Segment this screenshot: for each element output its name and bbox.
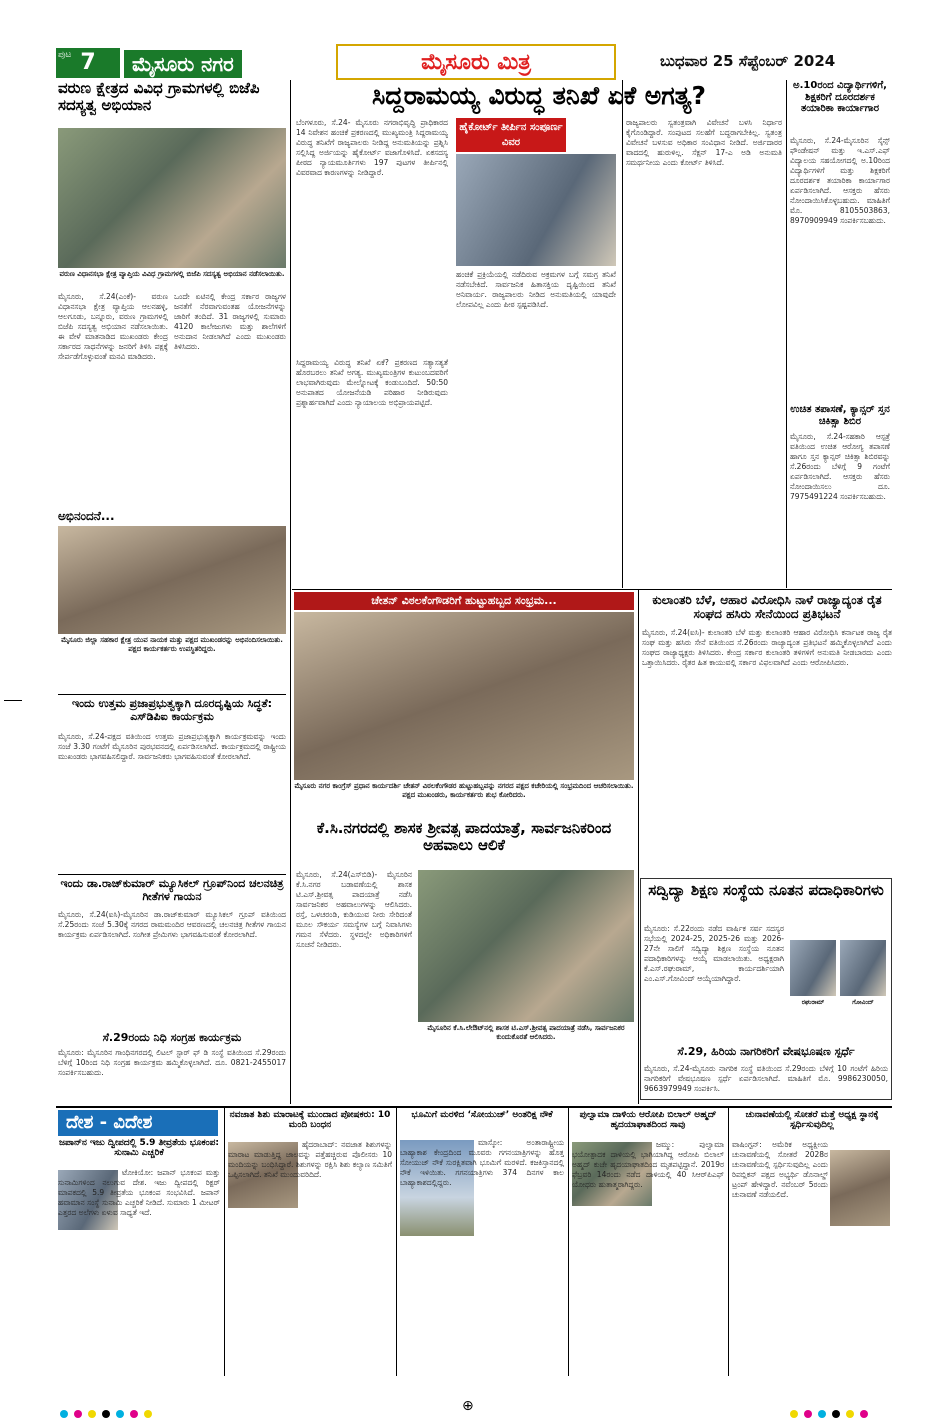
center-col-3: ರಾಜ್ಯಪಾಲರು ಸ್ವತಂತ್ರವಾಗಿ ವಿವೇಚನೆ ಬಳಸಿ ನಿರ್ಧಾರ ಕೈಗೊಂಡಿದ್ದಾರೆ. ಸಂಪುಟದ ಸಲಹೆಗೆ ಬದ್ಧರಾಗಬೇಕಿಲ್ಲ. ಸ್ವತಂತ್ರ ವಿವೇಚನೆ ಬಳಸುವ ಅಧಿಕಾರ ಸಂವಿಧಾನ ನೀಡಿದೆ. ಅರ್ಜಿದಾರರ ವಾದದಲ್ಲಿ ಹುರುಳಿಲ್ಲ. ಸೆಕ್ಷನ್ 17-ಎ ಅಡಿ ಅನುಮತಿ ಸಮರ್ಥನೀಯ ಎಂದು ಕೋರ್ಟ್ ತಿಳಿಸಿದೆ.: [626, 118, 782, 167]
column-rule: [786, 80, 787, 588]
padayatre-headline: ಕೆ.ಸಿ.ನಗರದಲ್ಲಿ ಶಾಸಕ ಶ್ರೀವತ್ಸ ಪಾದಯಾತ್ರೆ, ಸಾರ್ವಜನಿಕರಿಂದ ಅಹವಾಲು ಆಲಿಕೆ: [316, 819, 612, 855]
column-rule: [396, 1108, 397, 1376]
infant-headline: ನವಜಾತ ಶಿಶು ಮಾರಾಟಕ್ಕೆ ಮುಂದಾದ ಪೋಷಕರು: 10 ಮಂದಿ ಬಂಧನ: [229, 1110, 391, 1131]
left-top-body-1: ಮೈಸೂರು, ಸೆ.24(ಎಂಕೆ)- ವರುಣ ವಿಧಾನಸಭಾ ಕ್ಷೇತ್ರ ವ್ಯಾಪ್ತಿಯ ಆಲನಹಳ್ಳಿ, ಆಲಗೂಡು, ಬನ್ನೂರು, ವರುಣ ಗ್ರಾಮಗಳಲ್ಲಿ ಬಿಜೆಪಿ ಸದಸ್ಯತ್ವ ಅಭಿಯಾನ ನಡೆಸಲಾಯಿತು. ಈ ವೇಳೆ ಮಾತನಾಡಿದ ಮುಖಂಡರು ಕೇಂದ್ರ ಸರ್ಕಾರದ ಸಾಧನೆಗಳನ್ನು ಜನರಿಗೆ ತಿಳಿಸಿ ಪಕ್ಷಕ್ಕೆ ಸೇರ್ಪಡೆಗೊಳ್ಳುವಂತೆ ಮನವಿ ಮಾಡಿದರು.: [58, 292, 168, 361]
margin-mark: [4, 700, 22, 701]
portrait-raghuram: [790, 940, 836, 996]
birthday-photo: [294, 612, 634, 780]
left-top-body-2: ಒಂದೇ ಏಟಿನಲ್ಲಿ ಕೇಂದ್ರ ಸರ್ಕಾರ ರಾಜ್ಯಗಳ ಜನತೆಗೆ ನೆರವಾಗುವಂತಹ ಯೋಜನೆಗಳನ್ನು ಜಾರಿಗೆ ತಂದಿದೆ. 31 ರಾಜ್ಯಗಳಲ್ಲಿ ಸುಮಾರು 4120 ಕಾಲೇಜುಗಳು ಮತ್ತು ಶಾಲೆಗಳಿಗೆ ಅನುದಾನ ನೀಡಲಾಗಿದೆ ಎಂದು ಮುಖಂಡರು ತಿಳಿಸಿದರು.: [174, 292, 286, 351]
page-number: 7: [56, 48, 120, 78]
issue-date: ಬುಧವಾರ 25 ಸೆಪ್ಟೆಂಬರ್ 2024: [660, 52, 836, 70]
costume-headline: ಸೆ.29, ಹಿರಿಯ ನಾಗರಿಕರಿಗೆ ವೇಷಭೂಷಣ ಸ್ಪರ್ಧೆ: [677, 1045, 855, 1058]
divider: [58, 874, 286, 875]
trump-photo: [830, 1150, 890, 1226]
abhinandane-title: ಅಭಿನಂದನೆ...: [58, 509, 115, 523]
pulwama-headline: ಪುಲ್ವಾಮಾ ದಾಳಿಯ ಆರೋಪಿ ಬಿಲಾಲ್ ಅಹ್ಮದ್ ಹೃದಯಾಘಾತದಿಂದ ಸಾವು: [579, 1110, 717, 1131]
farmers-body: ಮೈಸೂರು, ಸೆ.24(ಐಸಿ)- ಕುಲಾಂತರಿ ಬೆಳೆ ಮತ್ತು ಕುಲಾಂತರಿ ಆಹಾರ ವಿರೋಧಿಸಿ ಕರ್ನಾಟಕ ರಾಜ್ಯ ರೈತ ಸಂಘ ಮತ್ತು ಹಸಿರು ಸೇನೆ ವತಿಯಿಂದ ಸೆ.26ರಂದು ರಾಜ್ಯಾದ್ಯಂತ ಪ್ರತಿಭಟನೆ ಹಮ್ಮಿಕೊಳ್ಳಲಾಗಿದೆ ಎಂದು ಸಂಘದ ರಾಜ್ಯಾಧ್ಯಕ್ಷರು ತಿಳಿಸಿದರು. ಕೇಂದ್ರ ಸರ್ಕಾರ ಕುಲಾಂತರಿ ತಳಿಗಳಿಗೆ ಅನುಮತಿ ನೀಡಬಾರದು ಎಂದು ಒತ್ತಾಯಿಸಿದರು. ರೈತರ ಹಿತ ಕಾಯುವಲ್ಲಿ ಸರ್ಕಾರ ವಿಫಲವಾಗಿದೆ ಎಂದು ಆರೋಪಿಸಿದರು.: [642, 628, 892, 667]
padayatre-body: ಮೈಸೂರು, ಸೆ.24(ಎಸ್‌ಬಿಡಿ)- ಮೈಸೂರಿನ ಕೆ.ಸಿ.ನಗರ ಬಡಾವಣೆಯಲ್ಲಿ ಶಾಸಕ ಟಿ.ಎಸ್.ಶ್ರೀವತ್ಸ ಪಾದಯಾತ್ರೆ ನಡೆಸಿ ಸಾರ್ವಜನಿಕರ ಅಹವಾಲುಗಳನ್ನು ಆಲಿಸಿದರು. ರಸ್ತೆ, ಒಳಚರಂಡಿ, ಕುಡಿಯುವ ನೀರು ಸೇರಿದಂತೆ ಮೂಲ ಸೌಕರ್ಯ ಸಮಸ್ಯೆಗಳ ಬಗ್ಗೆ ನಿವಾಸಿಗಳು ಗಮನ ಸೆಳೆದರು. ಸ್ಥಳದಲ್ಲೇ ಅಧಿಕಾರಿಗಳಿಗೆ ಸೂಚನೆ ನೀಡಿದರು.: [296, 870, 412, 949]
birthday-caption: ಮೈಸೂರು ನಗರ ಕಾಂಗ್ರೆಸ್ ಪ್ರಧಾನ ಕಾರ್ಯದರ್ಶಿ ಚೇತನ್ ವಿಠಲಕೆಂಗೌಡರ ಹುಟ್ಟುಹಬ್ಬವನ್ನು ನಗರದ ಪಕ್ಷದ ಕಚೇರಿಯಲ್ಲಿ ಸಂಭ್ರಮದಿಂದ ಆಚರಿಸಲಾಯಿತು. ಪಕ್ಷದ ಮುಖಂಡರು, ಕಾರ್ಯಕರ್ತರು ಶುಭ ಕೋರಿದರು.: [294, 782, 634, 799]
main-headline: ಸಿದ್ದರಾಮಯ್ಯ ವಿರುದ್ಧ ತನಿಖೆ ಏಕೆ ಅಗತ್ಯ?: [372, 81, 706, 110]
column-rule: [290, 80, 291, 1104]
sadvidya-body: ಮೈಸೂರು: ಸೆ.22ರಂದು ನಡೆದ ವಾರ್ಷಿಕ ಸರ್ವ ಸದಸ್ಯರ ಸಭೆಯಲ್ಲಿ 2024-25, 2025-26 ಮತ್ತು 2026-27ನೇ ಸಾಲಿಗೆ ಸದ್ವಿದ್ಯಾ ಶಿಕ್ಷಣ ಸಂಸ್ಥೆಯ ನೂತನ ಪದಾಧಿಕಾರಿಗಳನ್ನು ಆಯ್ಕೆ ಮಾಡಲಾಯಿತು. ಅಧ್ಯಕ್ಷರಾಗಿ ಕೆ.ಎಸ್.ರಘುರಾಮ್, ಕಾರ್ಯದರ್ಶಿಯಾಗಿ ಎಂ.ಎಸ್.ಗೋವಿಂದ್ ಆಯ್ಕೆಯಾಗಿದ್ದಾರೆ.: [644, 924, 784, 983]
abhinandane-photo: [58, 526, 286, 634]
soyuz-body: ಮಾಸ್ಕೋ: ಅಂತಾರಾಷ್ಟ್ರೀಯ ಬಾಹ್ಯಾಕಾಶ ಕೇಂದ್ರದಿಂದ ಮೂವರು ಗಗನಯಾತ್ರಿಗಳನ್ನು ಹೊತ್ತ ಸೋಯುಜ್ ನೌಕೆ ಸುರಕ್ಷಿತವಾಗಿ ಭೂಮಿಗೆ ಮರಳಿದೆ. ಕಜಕಿಸ್ತಾನದಲ್ಲಿ ನೌಕೆ ಇಳಿಯಿತು. ಗಗನಯಾತ್ರಿಗಳು 374 ದಿನಗಳ ಕಾಲ ಬಾಹ್ಯಾಕಾಶದಲ್ಲಿದ್ದರು.: [400, 1138, 564, 1187]
birthday-title: ಚೇತನ್ ವಿಠಲಕೆಂಗೌಡರಿಗೆ ಹುಟ್ಟುಹಬ್ಬದ ಸಂಭ್ರಮ...: [294, 592, 634, 610]
column-rule: [568, 1108, 569, 1376]
infant-body: ಹೈದರಾಬಾದ್: ನವಜಾತ ಶಿಶುಗಳನ್ನು ಮಾರಾಟ ಮಾಡುತ್ತಿದ್ದ ಜಾಲವನ್ನು ಪತ್ತೆಹಚ್ಚಿರುವ ಪೊಲೀಸರು 10 ಮಂದಿಯನ್ನು ಬಂಧಿಸಿದ್ದಾರೆ. ಶಿಶುಗಳನ್ನು ರಕ್ಷಿಸಿ ಶಿಶು ಕಲ್ಯಾಣ ಸಮಿತಿಗೆ ಒಪ್ಪಿಸಲಾಗಿದೆ. ತನಿಖೆ ಮುಂದುವರಿದಿದೆ.: [228, 1140, 392, 1179]
page-label: ಪುಟ: [58, 50, 72, 60]
column-rule: [728, 1108, 729, 1376]
padayatre-caption: ಮೈಸೂರಿನ ಕೆ.ಸಿ.ಲೇಔಟ್‌ನಲ್ಲಿ ಶಾಸಕ ಟಿ.ಎಸ್.ಶ್ರೀವತ್ಸ ಪಾದಯಾತ್ರೆ ನಡೆಸಿ, ಸಾರ್ವಜನಿಕರ ಕುಂದುಕೊರತೆ ಆಲಿಸಿದರು.: [427, 1024, 625, 1041]
cancer-camp-body: ಮೈಸೂರು, ಸೆ.24-ಸಹಕಾರಿ ಆಸ್ಪತ್ರೆ ವತಿಯಿಂದ ಉಚಿತ ಆರೋಗ್ಯ ತಪಾಸಣೆ ಹಾಗೂ ಸ್ತನ ಕ್ಯಾನ್ಸರ್ ಚಿಕಿತ್ಸಾ ಶಿಬಿರವನ್ನು ಸೆ.26ರಂದು ಬೆಳಿಗ್ಗೆ 9 ಗಂಟೆಗೆ ಏರ್ಪಡಿಸಲಾಗಿದೆ. ಆಸಕ್ತರು ಹೆಸರು ನೋಂದಾಯಿಸಲು ದೂ. 7975491224 ಸಂಪರ್ಕಿಸಬಹುದು.: [790, 432, 890, 501]
farmers-headline: ಕುಲಾಂತರಿ ಬೆಳೆ, ಆಹಾರ ವಿರೋಧಿಸಿ ನಾಳೆ ರಾಜ್ಯಾದ್ಯಂತ ರೈತ ಸಂಘದ ಹಸಿರು ಸೇನೆಯಿಂದ ಪ್ರತಿಭಟನೆ: [652, 593, 882, 621]
left-top-caption: ವರುಣ ವಿಧಾನಸಭಾ ಕ್ಷೇತ್ರ ವ್ಯಾಪ್ತಿಯ ವಿವಿಧ ಗ್ರಾಮಗಳಲ್ಲಿ ಬಿಜೆಪಿ ಸದಸ್ಯತ್ವ ಅಭಿಯಾನ ನಡೆಸಲಾಯಿತು.: [59, 270, 285, 278]
divider: [292, 589, 892, 590]
costume-body: ಮೈಸೂರು, ಸೆ.24-ಮೈಸೂರು ನಾಗರಿಕ ಸಂಸ್ಥೆ ವತಿಯಿಂದ ಸೆ.29ರಂದು ಬೆಳಿಗ್ಗೆ 10 ಗಂಟೆಗೆ ಹಿರಿಯ ನಾಗರಿಕರಿಗೆ ವೇಷಭೂಷಣ ಸ್ಪರ್ಧೆ ಏರ್ಪಡಿಸಲಾಗಿದೆ. ಮಾಹಿತಿಗೆ ಮೊ. 9986230050, 9663979949 ಸಂಪರ್ಕಿಸಿ.: [644, 1064, 888, 1093]
sadvidya-headline: ಸದ್ವಿದ್ಯಾ ಶಿಕ್ಷಣ ಸಂಸ್ಥೆಯ ನೂತನ ಪದಾಧಿಕಾರಿಗಳು: [648, 881, 884, 899]
column-rule: [638, 590, 639, 1104]
japan-headline: ಜಪಾನ್‌ನ ಇಜು ದ್ವೀಪದಲ್ಲಿ 5.9 ತೀವ್ರತೆಯ ಭೂಕಂಪ: ಸುನಾಮಿ ಎಚ್ಚರಿಕೆ: [58, 1138, 219, 1159]
portrait-govind: [840, 940, 886, 996]
color-registration-right: [790, 1403, 874, 1422]
court-verdict-label: ಹೈಕೋರ್ಟ್ ತೀರ್ಪಿನ ಸಂಪೂರ್ಣ ವಿವರ: [456, 118, 566, 152]
cancer-camp-headline: ಉಚಿತ ತಪಾಸಣೆ, ಕ್ಯಾನ್ಸರ್ ಸ್ತನ ಚಿಕಿತ್ಸಾ ಶಿಬಿರ: [790, 404, 890, 427]
padayatre-photo: [418, 870, 634, 1022]
masthead: ಮೈಸೂರು ಮಿತ್ರ: [336, 44, 616, 80]
left-top-headline: ವರುಣ ಕ್ಷೇತ್ರದ ವಿವಿಧ ಗ್ರಾಮಗಳಲ್ಲಿ ಬಿಜೆಪಿ ಸದಸ್ಯತ್ವ ಅಭಿಯಾನ: [58, 79, 260, 115]
left-top-photo: [58, 128, 286, 268]
japan-body: ಟೋಕಿಯೋ: ಜಪಾನ್ ಭೂಕಂಪ ಮತ್ತು ಸುನಾಮಿಗಳಿಂದ ನಲುಗುವ ದೇಶ. ಇಜು ದ್ವೀಪದಲ್ಲಿ ರಿಕ್ಟರ್ ಮಾಪಕದಲ್ಲಿ 5.9 ತೀವ್ರತೆಯ ಭೂಕಂಪ ಸಂಭವಿಸಿದೆ. ಜಪಾನ್ ಹವಾಮಾನ ಸಂಸ್ಥೆ ಸುನಾಮಿ ಎಚ್ಚರಿಕೆ ನೀಡಿದೆ. ಸುಮಾರು 1 ಮೀಟರ್ ಎತ್ತರದ ಅಲೆಗಳು ಏಳುವ ಸಾಧ್ಯತೆ ಇದೆ.: [58, 1168, 220, 1217]
name-raghuram: ರಘುರಾಮ್: [801, 999, 825, 1006]
column-rule: [224, 1108, 225, 1376]
center-col-1: ಬೆಂಗಳೂರು, ಸೆ.24- ಮೈಸೂರು ನಗರಾಭಿವೃದ್ಧಿ ಪ್ರಾಧಿಕಾರದ 14 ನಿವೇಶನ ಹಂಚಿಕೆ ಪ್ರಕರಣದಲ್ಲಿ ಮುಖ್ಯಮಂತ್ರಿ ಸಿದ್ದರಾಮಯ್ಯ ವಿರುದ್ಧ ತನಿಖೆಗೆ ರಾಜ್ಯಪಾಲರು ನೀಡಿದ್ದ ಅನುಮತಿಯನ್ನು ಪ್ರಶ್ನಿಸಿ ಸಲ್ಲಿಸಿದ್ದ ಅರ್ಜಿಯನ್ನು ಹೈಕೋರ್ಟ್ ವಜಾಗೊಳಿಸಿದೆ. ಏಕಸದಸ್ಯ ಪೀಠದ ನ್ಯಾಯಮೂರ್ತಿಗಳು 197 ಪುಟಗಳ ತೀರ್ಪಿನಲ್ಲಿ ವಿವರವಾದ ಕಾರಣಗಳನ್ನು ನೀಡಿದ್ದಾರೆ.: [296, 118, 448, 177]
fundraiser-body: ಮೈಸೂರು: ಮೈಸೂರಿನ ಗಾಂಧಿನಗರದಲ್ಲಿ ಲಿಟಲ್ ಸ್ಟಾರ್ ಫ್ ಡಿ ಸಂಸ್ಥೆ ವತಿಯಿಂದ ಸೆ.29ರಂದು ಬೆಳಿಗ್ಗೆ 10ರಿಂದ ನಿಧಿ ಸಂಗ್ರಹ ಕಾರ್ಯಕ್ರಮ ಹಮ್ಮಿಕೊಳ್ಳಲಾಗಿದೆ. ದೂ. 0821-2455017 ಸಂಪರ್ಕಿಸಬಹುದು.: [58, 1048, 286, 1077]
rajkumar-headline: ಇಂದು ಡಾ.ರಾಜ್‌ಕುಮಾರ್ ಮ್ಯೂಸಿಕಲ್ ಗ್ರೂಪ್‌ನಿಂದ ಚಲನಚಿತ್ರ ಗೀತೆಗಳ ಗಾಯನ: [60, 877, 284, 903]
rajkumar-body: ಮೈಸೂರು, ಸೆ.24(ಐಸಿ)-ಮೈಸೂರಿನ ಡಾ.ರಾಜ್‌ಕುಮಾರ್ ಮ್ಯೂಸಿಕಲ್ ಗ್ರೂಪ್ ವತಿಯಿಂದ ಸೆ.25ರಂದು ಸಂಜೆ 5.30ಕ್ಕೆ ನಗರದ ರಾಮಮಂದಿರ ಆವರಣದಲ್ಲಿ ಚಲನಚಿತ್ರ ಗೀತೆಗಳ ಗಾಯನ ಕಾರ್ಯಕ್ರಮ ಏರ್ಪಡಿಸಲಾಗಿದೆ. ಸಂಗೀತ ಪ್ರೇಮಿಗಳು ಭಾಗವಹಿಸುವಂತೆ ಕೋರಲಾಗಿದೆ.: [58, 910, 286, 939]
telescope-body: ಮೈಸೂರು, ಸೆ.24-ಮೈಸೂರಿನ ಸೈನ್ಸ್ ಫೌಂಡೇಷನ್ ಮತ್ತು ಇ.ಎಸ್.ಎಫ್ ವಿದ್ಯಾಲಯ ಸಹಯೋಗದಲ್ಲಿ ಅ.10ರಿಂದ ವಿದ್ಯಾರ್ಥಿಗಳಿಗೆ ಮತ್ತು ಶಿಕ್ಷಕರಿಗೆ ದೂರದರ್ಶಕ ತಯಾರಿಕಾ ಕಾರ್ಯಾಗಾರ ಏರ್ಪಡಿಸಲಾಗಿದೆ. ಆಸಕ್ತರು ಹೆಸರು ನೋಂದಾಯಿಸಿಕೊಳ್ಳಬಹುದು. ಮಾಹಿತಿಗೆ ಮೊ. 8105503863, 8970909949 ಸಂಪರ್ಕಿಸಬಹುದು.: [790, 136, 890, 225]
name-govind: ಗೋವಿಂದ್: [852, 999, 874, 1006]
abhinandane-caption: ಮೈಸೂರು ಜಿಲ್ಲಾ ಸಹಕಾರ ಕ್ಷೇತ್ರ ಯುವ ನಾಯಕ ಮತ್ತು ಪಕ್ಷದ ಮುಖಂಡರನ್ನು ಅಭಿನಂದಿಸಲಾಯಿತು. ಪಕ್ಷದ ಕಾರ್ಯಕರ್ತರು ಉಪಸ್ಥಿತರಿದ್ದರು.: [61, 636, 283, 653]
section-title: ಮೈಸೂರು ನಗರ: [124, 50, 242, 78]
sdpi-headline: ಇಂದು ಉತ್ತಮ ಪ್ರಜಾಪ್ರಭುತ್ವಕ್ಕಾಗಿ ದೂರದೃಷ್ಟಿಯ ಸಿದ್ಧತೆ: ಎಸ್‌ಡಿಪಿಐ ಕಾರ್ಯಕ್ರಮ: [71, 697, 272, 723]
color-registration-left: [60, 1403, 158, 1422]
sdpi-body: ಮೈಸೂರು, ಸೆ.24-ಪಕ್ಷದ ವತಿಯಿಂದ ಉತ್ತಮ ಪ್ರಜಾಪ್ರಭುತ್ವಕ್ಕಾಗಿ ಕಾರ್ಯಕ್ರಮವನ್ನು ಇಂದು ಸಂಜೆ 3.30 ಗಂಟೆಗೆ ಮೈಸೂರಿನ ಪುರಭವನದಲ್ಲಿ ಏರ್ಪಡಿಸಲಾಗಿದೆ. ಕಾರ್ಯಕ್ರಮದಲ್ಲಿ ರಾಷ್ಟ್ರೀಯ ಮುಖಂಡರು ಭಾಗವಹಿಸಲಿದ್ದಾರೆ. ಸಾರ್ವಜನಿಕರು ಭಾಗವಹಿಸುವಂತೆ ಕೋರಲಾಗಿದೆ.: [58, 732, 286, 761]
column-rule: [622, 80, 623, 588]
fundraiser-subhead: ಸೆ.29ರಂದು ನಿಧಿ ಸಂಗ್ರಹ ಕಾರ್ಯಕ್ರಮ: [102, 1031, 242, 1044]
divider: [56, 1106, 892, 1108]
cm-photo: [456, 154, 616, 266]
center-col-1b: ಸಿದ್ದರಾಮಯ್ಯ ವಿರುದ್ಧ ತನಿಖೆ ಏಕೆ? ಪ್ರಕರಣದ ಸತ್ಯಾಸತ್ಯತೆ ಹೊರಬರಲು ತನಿಖೆ ಅಗತ್ಯ. ಮುಖ್ಯಮಂತ್ರಿಗಳ ಕುಟುಂಬದವರಿಗೆ ಲಾಭವಾಗಿರುವುದು ಮೇಲ್ನೋಟಕ್ಕೆ ಕಂಡುಬಂದಿದೆ. 50:50 ಅನುಪಾತದ ಯೋಜನೆಯಡಿ ಪರಿಹಾರ ನೀಡಿರುವುದು ಪ್ರಶ್ನಾರ್ಹವಾಗಿದೆ ಎಂದು ನ್ಯಾಯಾಲಯ ಅಭಿಪ್ರಾಯಪಟ್ಟಿದೆ.: [296, 358, 448, 407]
registration-mark: ⊕: [462, 1398, 474, 1414]
trump-headline: ಚುನಾವಣೆಯಲ್ಲಿ ಸೋತರೆ ಮತ್ತೆ ಅಧ್ಯಕ್ಷ ಸ್ಥಾನಕ್ಕೆ ಸ್ಪರ್ಧಿಸುವುದಿಲ್ಲ: [745, 1110, 879, 1131]
pulwama-body: ಜಮ್ಮು: ಪುಲ್ವಾಮಾ ಭಯೋತ್ಪಾದಕ ದಾಳಿಯಲ್ಲಿ ಭಾಗಿಯಾಗಿದ್ದ ಆರೋಪಿ ಬಿಲಾಲ್ ಅಹ್ಮದ್ ಕುಚೇ ಹೃದಯಾಘಾತದಿಂದ ಮೃತಪಟ್ಟಿದ್ದಾನೆ. 2019ರ ಫೆಬ್ರವರಿ 14ರಂದು ನಡೆದ ದಾಳಿಯಲ್ಲಿ 40 ಸಿಆರ್‌ಪಿಎಫ್ ಯೋಧರು ಹುತಾತ್ಮರಾಗಿದ್ದರು.: [572, 1140, 724, 1189]
divider: [58, 694, 286, 695]
telescope-headline: ಅ.10ರಂದ ವಿದ್ಯಾರ್ಥಿಗಳಿಗೆ, ಶಿಕ್ಷಕರಿಗೆ ದೂರದರ್ಶಕ ತಯಾರಿಕಾ ಕಾರ್ಯಾಗಾರ: [793, 80, 887, 114]
soyuz-headline: ಭೂಮಿಗೆ ಮರಳಿದ ‘ಸೋಯುಜ್’ ಅಂತರಿಕ್ಷ ನೌಕೆ: [411, 1110, 553, 1120]
trump-body: ವಾಷಿಂಗ್ಟನ್: ಅಮೆರಿಕ ಅಧ್ಯಕ್ಷೀಯ ಚುನಾವಣೆಯಲ್ಲಿ ಸೋತರೆ 2028ರ ಚುನಾವಣೆಯಲ್ಲಿ ಸ್ಪರ್ಧಿಸುವುದಿಲ್ಲ ಎಂದು ರಿಪಬ್ಲಿಕನ್ ಪಕ್ಷದ ಅಭ್ಯರ್ಥಿ ಡೊನಾಲ್ಡ್ ಟ್ರಂಪ್ ಹೇಳಿದ್ದಾರೆ. ನವೆಂಬರ್ 5ರಂದು ಚುನಾವಣೆ ನಡೆಯಲಿದೆ.: [732, 1140, 828, 1199]
desha-videsha-banner: ದೇಶ - ವಿದೇಶ: [58, 1110, 218, 1136]
center-col-2: ಹಂಚಿಕೆ ಪ್ರಕ್ರಿಯೆಯಲ್ಲಿ ನಡೆದಿರುವ ಅಕ್ರಮಗಳ ಬಗ್ಗೆ ಸಮಗ್ರ ತನಿಖೆ ನಡೆಸಬೇಕಿದೆ. ಸಾರ್ವಜನಿಕ ಹಿತಾಸಕ್ತಿಯ ದೃಷ್ಟಿಯಿಂದ ತನಿಖೆ ಅನಿವಾರ್ಯ. ರಾಜ್ಯಪಾಲರು ನೀಡಿದ ಅನುಮತಿಯಲ್ಲಿ ಯಾವುದೇ ಲೋಪವಿಲ್ಲ ಎಂದು ಪೀಠ ಸ್ಪಷ್ಟಪಡಿಸಿದೆ.: [456, 270, 616, 309]
